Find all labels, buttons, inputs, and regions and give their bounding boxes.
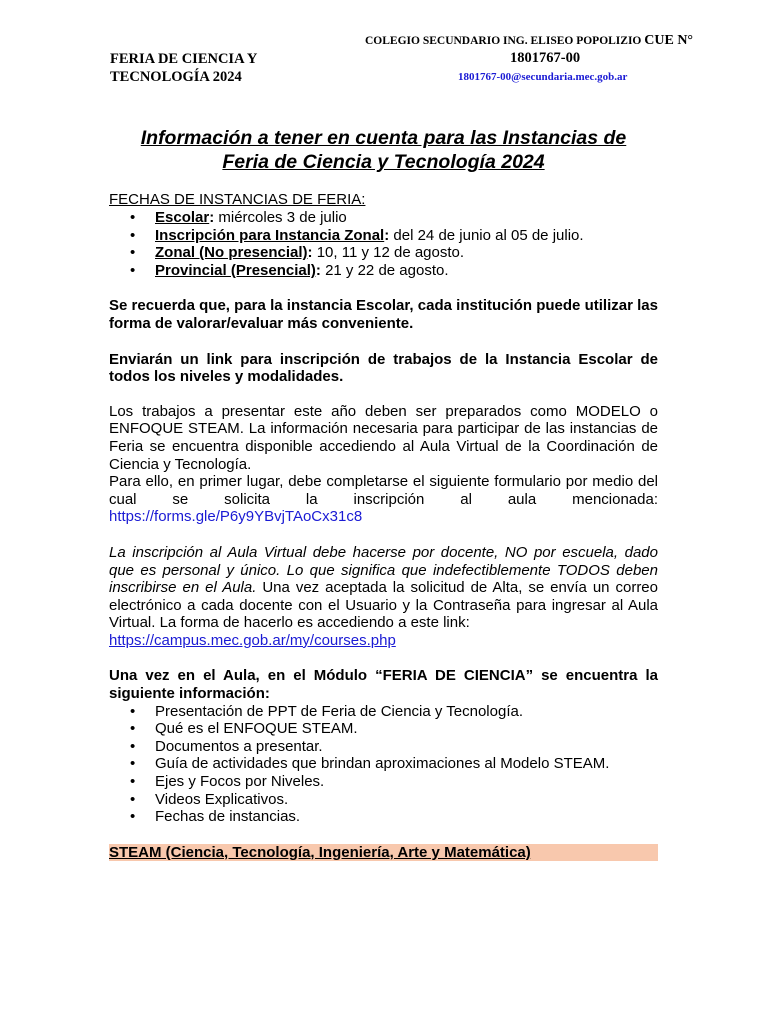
cue-number: 1801767-00 [510, 50, 581, 66]
date-item-provincial: • Provincial (Presencial): 21 y 22 de agosto. [109, 262, 658, 280]
list-item: • Documentos a presentar. [109, 738, 658, 756]
steam-heading: STEAM (Ciencia, Tecnología, Ingeniería, Arte y Matemática) [109, 844, 658, 861]
cue-label: CUE N° [644, 33, 694, 48]
modulo-heading: Una vez en el Aula, en el Módulo “FERIA DE CIENCIA” se encuentra la siguiente información: [109, 667, 658, 703]
date-item-escolar: • Escolar: miércoles 3 de julio [109, 209, 658, 227]
campus-link[interactable]: https://campus.mec.gob.ar/my/courses.php [109, 631, 396, 649]
aula-rest-text: Una vez aceptada la solicitud de Alta, se envía un correo electrónico a cada docente con el Usuario y la Contraseña para ingresar al Aula Virtual. La forma de hacerlo es accediendo a este link: [109, 579, 658, 632]
aula-italic-text: La inscripción al Aula Virtual debe hacerse por docente, NO por escuela, dado que es personal y único. Lo que significa que indefectiblemente TODOS deben inscribirse en el Aula. [109, 543, 658, 597]
campus-link-line [109, 632, 658, 650]
list-item: • Videos Explicativos. [109, 791, 658, 809]
modulo-list [109, 703, 658, 826]
forms-link-line [109, 508, 658, 526]
forms-link[interactable]: https://forms.gle/P6y9YBvjTAoCx31c8 [109, 508, 363, 526]
title-line2: Feria de Ciencia y Tecnología 2024 [222, 151, 545, 173]
list-item: • Guía de actividades que brindan aproximaciones al Modelo STEAM. [109, 755, 658, 773]
dates-heading: FECHAS DE INSTANCIAS DE FERIA: [109, 191, 366, 208]
school-name-line [365, 33, 693, 49]
title-line1: Información a tener en cuenta para las Instancias de [140, 127, 627, 149]
document-body [109, 126, 658, 861]
list-item: • Presentación de PPT de Feria de Ciencia y Tecnología. [109, 703, 658, 721]
event-title-line2: TECNOLOGÍA 2024 [110, 69, 242, 85]
paragraph-enviaran: Enviarán un link para inscripción de trabajos de la Instancia Escolar de todos los niveles y modalidades. [109, 350, 658, 386]
list-item: • Ejes y Focos por Niveles. [109, 773, 658, 791]
school-email-link[interactable]: 1801767-00@secundaria.mec.gob.ar [458, 71, 628, 83]
event-header [110, 50, 257, 86]
list-item: • Fechas de instancias. [109, 808, 658, 826]
paragraph-formulario: Para ello, en primer lugar, debe completarse el siguiente formulario por medio del cual se solicita la inscripción al aula mencionada: [109, 473, 658, 508]
list-item: • Qué es el ENFOQUE STEAM. [109, 720, 658, 738]
event-title-line1: FERIA DE CIENCIA Y [110, 51, 258, 67]
paragraph-trabajos: Los trabajos a presentar este año deben ser preparados como MODELO o ENFOQUE STEAM. La información necesaria para participar de las instancias de Feria se encuentra disponible accediendo al Aula Virtual de la Coordinación de Ciencia y Tecnología. [109, 402, 658, 473]
paragraph-recuerda: Se recuerda que, para la instancia Escolar, cada institución puede utilizar las forma de valorar/evaluar más conveniente. [109, 297, 658, 332]
date-item-inscripcion: • Inscripción para Instancia Zonal: del 24 de junio al 05 de julio. [109, 227, 658, 245]
date-item-zonal: • Zonal (No presencial): 10, 11 y 12 de agosto. [109, 244, 658, 262]
paragraph-aula [109, 544, 658, 632]
school-name: COLEGIO SECUNDARIO ING. ELISEO POPOLIZIO [365, 35, 642, 47]
dates-list [109, 209, 658, 279]
document-title [109, 126, 658, 174]
